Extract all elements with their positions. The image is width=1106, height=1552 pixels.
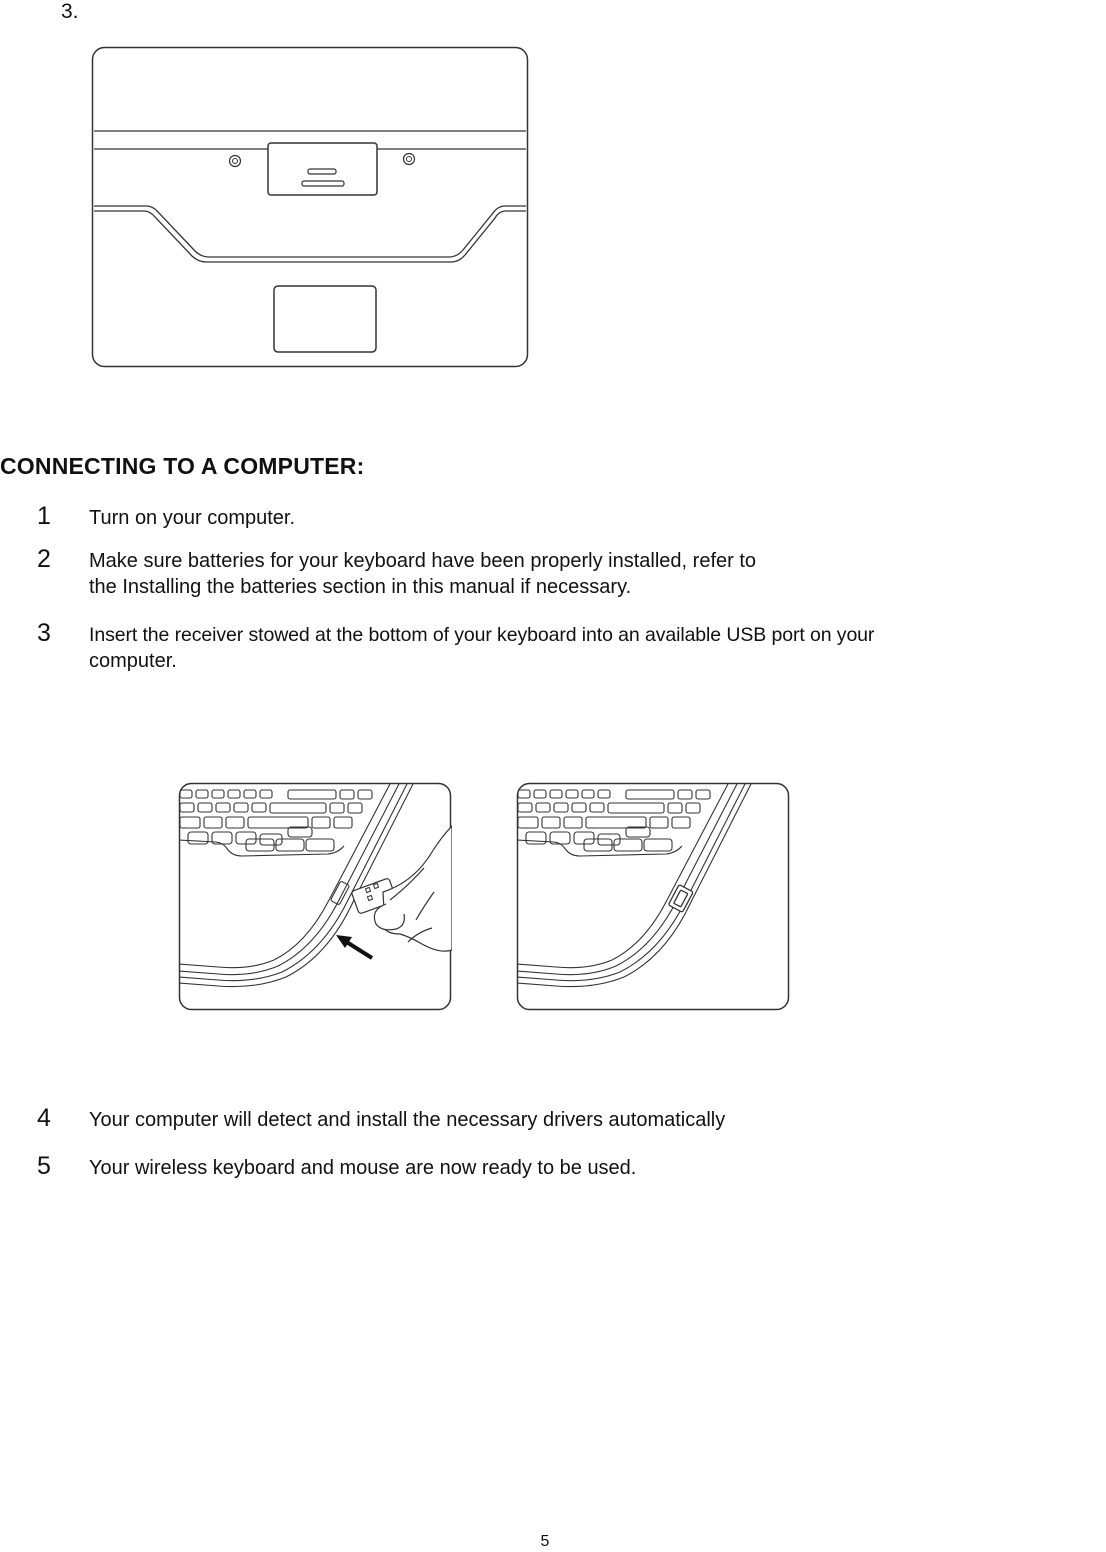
step-text: Turn on your computer. — [89, 507, 296, 529]
page-number: 5 — [540, 1533, 550, 1550]
step-number: 1 — [37, 502, 51, 530]
step-number: 3 — [37, 619, 51, 647]
step-text: Make sure batteries for your keyboard have been properly installed, refer to — [89, 550, 757, 572]
section-title: CONNECTING TO A COMPUTER: — [0, 453, 365, 479]
step-number: 5 — [37, 1152, 51, 1180]
step-text: Insert the receiver stowed at the bottom of your keyboard into an available USB port on your — [89, 624, 875, 646]
step-text: Your computer will detect and install the necessary drivers automatically — [89, 1109, 726, 1131]
usb-receiver-inserted-illustration — [516, 782, 790, 1011]
keyboard-bottom-illustration — [91, 46, 529, 368]
usb-receiver-insert-illustration — [178, 782, 452, 1011]
step-text: the Installing the batteries section in this manual if necessary. — [89, 576, 632, 598]
step-number: 4 — [37, 1104, 51, 1132]
step-number: 2 — [37, 545, 51, 573]
step-text: computer. — [89, 650, 177, 672]
step-3-label: 3. — [61, 0, 79, 23]
step-text: Your wireless keyboard and mouse are now ready to be used. — [89, 1157, 637, 1179]
